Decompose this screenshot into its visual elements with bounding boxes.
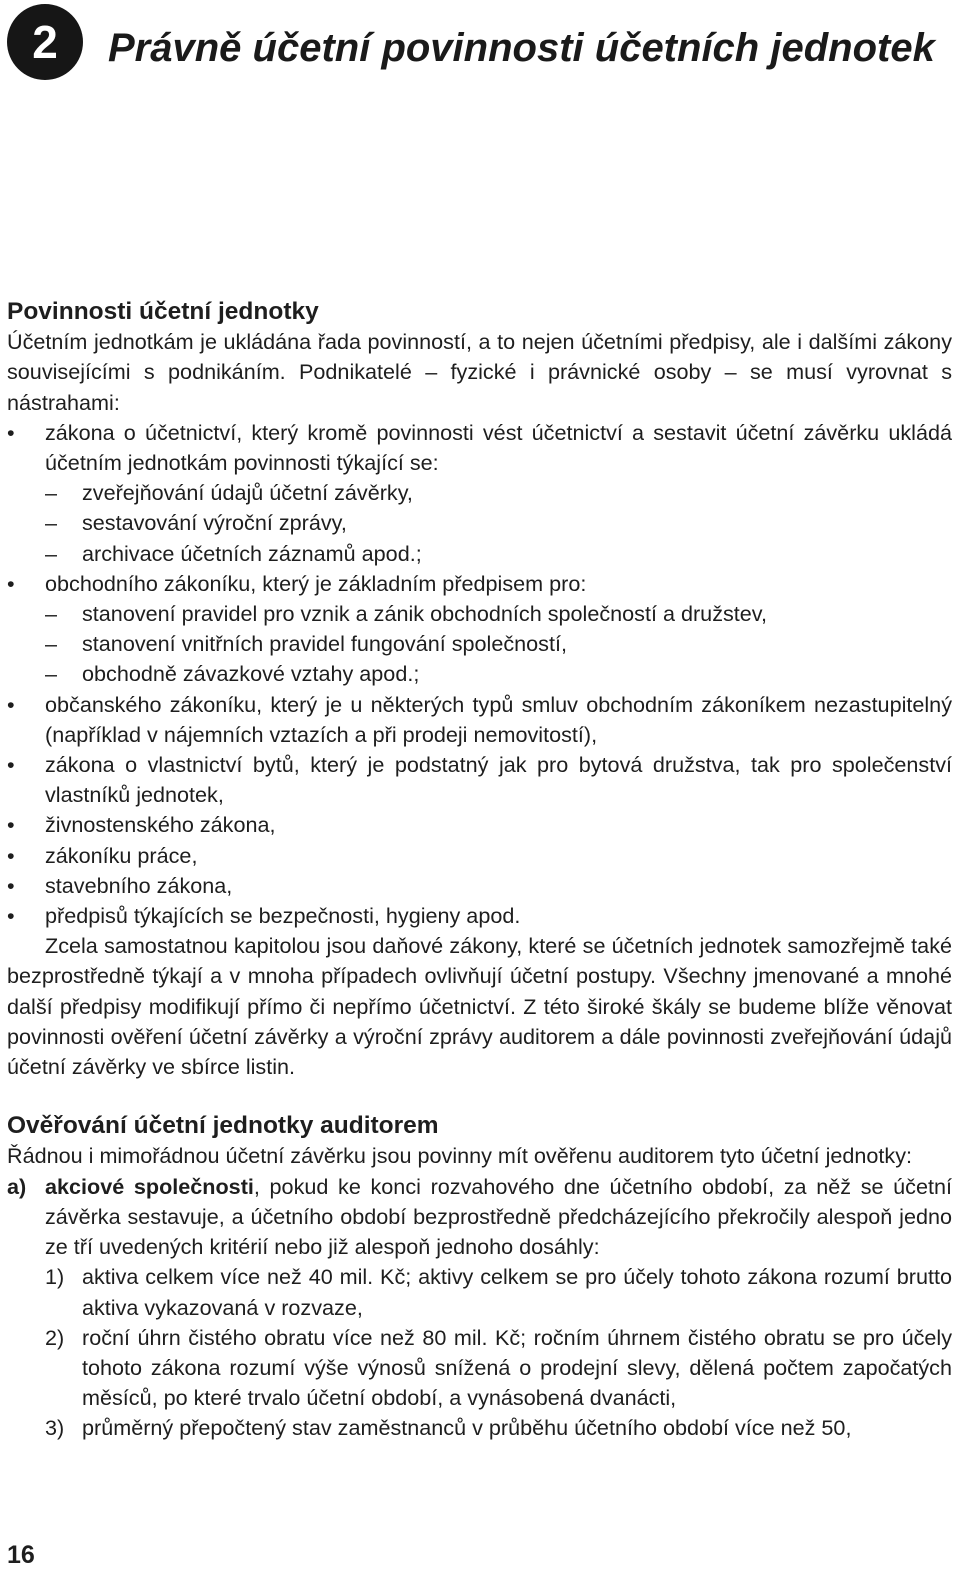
list-item-safety-rules [7, 901, 952, 931]
list-item-text: živnostenského zákona, [45, 812, 276, 838]
list-item-accounting-act [7, 418, 952, 478]
criterion-item [7, 1262, 952, 1322]
sub-list-item-text: obchodně závazkové vztahy apod.; [82, 661, 420, 687]
chapter-number-badge: 2 [7, 4, 83, 80]
list-item-text: zákoníku práce, [45, 842, 198, 868]
bullet-icon: • [7, 691, 15, 717]
section-heading-obligations: Povinnosti účetní jednotky [7, 298, 319, 325]
bullet-icon: • [7, 842, 15, 868]
sub-list-item [7, 478, 952, 508]
section-closing-paragraph: Zcela samostatnou kapitolou jsou daňové zákony, které se účetních jednotek samozřejmě také bezprostředně týkají a v mnoha případech ovlivňují účetní postupy. Všechny jmenované a mnohé další předpisy modifikují přímo či nepřímo účetnictví. Z této široké škály se budeme blíže věnovat povinnosti ověření účetní závěrky a výroční zprávy auditorem a dále povinnosti zveřejňování údajů účetní závěrky ve sbírce listin. [7, 933, 952, 1080]
list-item-joint-stock-companies [7, 1172, 952, 1263]
criterion-item [7, 1323, 952, 1414]
list-item-text: zákona o účetnictví, který kromě povinnosti vést účetnictví a sestavit účetní závěrku ukládá účetním jednotkám povinnosti týkající se: [45, 419, 952, 476]
criterion-number: 3) [45, 1415, 65, 1441]
list-item-civil-code [7, 690, 952, 750]
list-marker-a: a) [7, 1173, 27, 1199]
criterion-item [7, 1413, 952, 1443]
sub-list-item-text: stanovení vnitřních pravidel fungování společností, [82, 631, 567, 657]
bullet-icon: • [7, 419, 15, 445]
list-item-text: občanského zákoníku, který je u některých typů smluv obchodním zákoníkem nezastupitelný (například v nájemních vztazích a při prodeji nemovitostí), [45, 691, 952, 747]
section-intro-obligations: Účetním jednotkám je ukládána řada povinností, a to nejen účetními předpisy, ale i dalšími zákony souvisejícími s podnikáním. Podnikatelé – fyzické i právnické osoby – se musí vyrovnat s nástrahami: [7, 329, 952, 415]
bullet-icon: • [7, 872, 15, 898]
list-item-text: předpisů týkajících se bezpečnosti, hygieny apod. [45, 903, 521, 929]
chapter-title: Právně účetní povinnosti účetních jednotek [108, 26, 935, 70]
dash-icon: – [45, 540, 58, 566]
dash-icon: – [45, 631, 58, 657]
list-item-text: stavebního zákona, [45, 872, 233, 898]
criterion-text: roční úhrn čistého obratu více než 80 mil. Kč; ročním úhrnem čistého obratu se pro účely tohoto zákona rozumí výše výnosů snížená o prodejní slevy, dělená počtem započatých měsíců, po které trvalo účetní období, a vynásobená dvanácti, [82, 1324, 952, 1411]
bullet-icon: • [7, 903, 15, 929]
criterion-text: průměrný přepočtený stav zaměstnanců v průběhu účetního období více než 50, [82, 1415, 852, 1441]
sub-list-item-text: sestavování výroční zprávy, [82, 510, 347, 536]
sub-list-item [7, 659, 952, 689]
sub-list-item-text: zveřejňování údajů účetní závěrky, [82, 480, 413, 506]
bullet-icon: • [7, 752, 15, 778]
list-item-text: obchodního zákoníku, který je základním předpisem pro: [45, 570, 587, 596]
section-heading-audit: Ověřování účetní jednotky auditorem [7, 1112, 439, 1140]
section-intro-audit: Řádnou i mimořádnou účetní závěrku jsou povinny mít ověřenu auditorem tyto účetní jednotky: [7, 1143, 913, 1169]
criterion-text: aktiva celkem více než 40 mil. Kč; aktivy celkem se pro účely tohoto zákona rozumí brutto aktiva vykazovaná v rozvaze, [82, 1264, 952, 1320]
sub-list-item [7, 508, 952, 538]
list-item-building-act [7, 871, 952, 901]
list-item-labour-code [7, 841, 952, 871]
sub-list-item [7, 539, 952, 569]
sub-list-item-text: archivace účetních záznamů apod.; [82, 540, 422, 566]
dash-icon: – [45, 601, 58, 627]
criterion-number: 1) [45, 1264, 65, 1290]
sub-list-item-text: stanovení pravidel pro vznik a zánik obchodních společností a družstev, [82, 601, 767, 627]
list-item-text: , pokud ke konci rozvahového dne účetního období, za něž se účetní závěrka sestavuje, a účetního období bezprostředně předcházejícího překročily alespoň jedno ze tří uvedených kritérií nebo již alespoň jednoho dosáhly: [45, 1173, 952, 1260]
bullet-icon: • [7, 570, 15, 596]
list-item-ownership-act [7, 750, 952, 810]
list-item-bold-term: akciové společnosti [45, 1173, 254, 1199]
list-item-commercial-code [7, 569, 952, 599]
dash-icon: – [45, 480, 58, 506]
sub-list-item [7, 599, 952, 629]
dash-icon: – [45, 661, 58, 687]
list-item-trade-act [7, 810, 952, 840]
list-item-text: zákona o vlastnictví bytů, který je podstatný jak pro bytová družstva, tak pro společenství vlastníků jednotek, [45, 752, 952, 808]
sub-list-item [7, 629, 952, 659]
criterion-number: 2) [45, 1324, 65, 1350]
page-content [7, 297, 952, 1444]
bullet-icon: • [7, 812, 15, 838]
page-number: 16 [7, 1541, 35, 1569]
dash-icon: – [45, 510, 58, 536]
